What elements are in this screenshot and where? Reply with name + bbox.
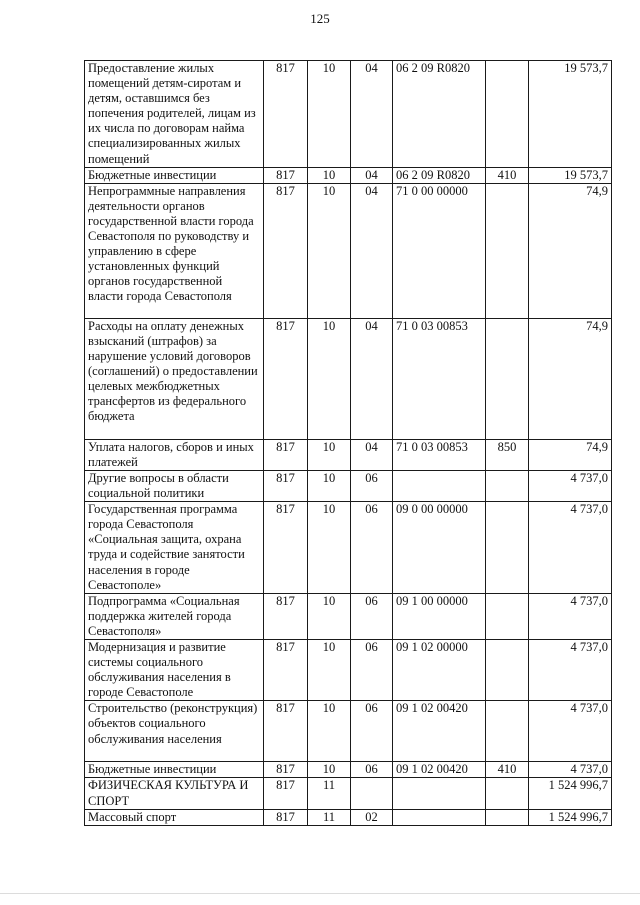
expense-type-cell <box>486 502 529 594</box>
expense-type-cell <box>486 639 529 700</box>
grbs-code-cell: 817 <box>264 701 308 762</box>
expense-type-cell <box>486 183 529 318</box>
table-row <box>85 167 612 183</box>
target-article-cell: 71 0 03 00853 <box>393 318 486 439</box>
expense-name-cell: Уплата налогов, сборов и иных платежей <box>85 439 264 470</box>
subsection-code-cell: 06 <box>351 502 393 594</box>
target-article-cell: 06 2 09 R0820 <box>393 61 486 168</box>
grbs-code-cell: 817 <box>264 183 308 318</box>
target-article-cell: 09 1 00 00000 <box>393 593 486 639</box>
subsection-code-cell <box>351 778 393 809</box>
table-row <box>85 762 612 778</box>
target-article-cell: 09 1 02 00420 <box>393 762 486 778</box>
table-row <box>85 809 612 825</box>
target-article-cell <box>393 809 486 825</box>
section-code-cell: 10 <box>308 701 351 762</box>
expense-name-cell: Расходы на оплату денежных взысканий (штрафов) за нарушение условий договоров (соглашений) о предоставлении целевых межбюджетных трансфертов из федерального бюджета <box>85 318 264 439</box>
section-code-cell: 10 <box>308 61 351 168</box>
expense-name-cell: Строительство (реконструкция) объектов социального обслуживания населения <box>85 701 264 762</box>
table-row <box>85 593 612 639</box>
subsection-code-cell: 06 <box>351 593 393 639</box>
amount-cell: 19 573,7 <box>529 167 612 183</box>
amount-cell: 4 737,0 <box>529 470 612 501</box>
expense-name-cell: Непрограммные направления деятельности органов государственной власти города Севастополя по руководству и управлению в сфере установленных функций органов государственной власти города Севастополя <box>85 183 264 318</box>
grbs-code-cell: 817 <box>264 470 308 501</box>
amount-cell: 4 737,0 <box>529 762 612 778</box>
section-code-cell: 10 <box>308 167 351 183</box>
grbs-code-cell: 817 <box>264 502 308 594</box>
grbs-code-cell: 817 <box>264 167 308 183</box>
subsection-code-cell: 06 <box>351 762 393 778</box>
table-row <box>85 61 612 168</box>
table-row <box>85 701 612 762</box>
target-article-cell: 09 0 00 00000 <box>393 502 486 594</box>
subsection-code-cell: 06 <box>351 701 393 762</box>
expense-type-cell: 410 <box>486 167 529 183</box>
expense-name-cell: ФИЗИЧЕСКАЯ КУЛЬТУРА И СПОРТ <box>85 778 264 809</box>
subsection-code-cell: 04 <box>351 439 393 470</box>
grbs-code-cell: 817 <box>264 439 308 470</box>
expense-type-cell <box>486 318 529 439</box>
expense-name-cell: Государственная программа города Севастополя «Социальная защита, охрана труда и содействие занятости населения в городе Севастополе» <box>85 502 264 594</box>
expense-type-cell <box>486 809 529 825</box>
section-code-cell: 10 <box>308 502 351 594</box>
grbs-code-cell: 817 <box>264 639 308 700</box>
section-code-cell: 10 <box>308 183 351 318</box>
section-code-cell: 11 <box>308 778 351 809</box>
target-article-cell <box>393 470 486 501</box>
expense-type-cell <box>486 470 529 501</box>
section-code-cell: 11 <box>308 809 351 825</box>
amount-cell: 4 737,0 <box>529 701 612 762</box>
target-article-cell: 06 2 09 R0820 <box>393 167 486 183</box>
amount-cell: 1 524 996,7 <box>529 778 612 809</box>
section-code-cell: 10 <box>308 639 351 700</box>
target-article-cell: 09 1 02 00000 <box>393 639 486 700</box>
expense-name-cell: Предоставление жилых помещений детям-сиротам и детям, оставшимся без попечения родителей, лицам из их числа по договорам найма специализированных жилых помещений <box>85 61 264 168</box>
amount-cell: 4 737,0 <box>529 502 612 594</box>
subsection-code-cell: 06 <box>351 470 393 501</box>
amount-cell: 4 737,0 <box>529 593 612 639</box>
subsection-code-cell: 04 <box>351 183 393 318</box>
section-code-cell: 10 <box>308 439 351 470</box>
target-article-cell <box>393 778 486 809</box>
amount-cell: 74,9 <box>529 439 612 470</box>
table-row <box>85 639 612 700</box>
grbs-code-cell: 817 <box>264 318 308 439</box>
grbs-code-cell: 817 <box>264 593 308 639</box>
target-article-cell: 71 0 03 00853 <box>393 439 486 470</box>
amount-cell: 19 573,7 <box>529 61 612 168</box>
table-row <box>85 502 612 594</box>
budget-table <box>84 60 612 826</box>
grbs-code-cell: 817 <box>264 61 308 168</box>
expense-name-cell: Модернизация и развитие системы социального обслуживания населения в городе Севастополе <box>85 639 264 700</box>
expense-type-cell: 850 <box>486 439 529 470</box>
expense-name-cell: Другие вопросы в области социальной политики <box>85 470 264 501</box>
expense-type-cell <box>486 701 529 762</box>
expense-type-cell <box>486 593 529 639</box>
amount-cell: 4 737,0 <box>529 639 612 700</box>
page-number: 125 <box>310 11 330 26</box>
section-code-cell: 10 <box>308 593 351 639</box>
table-row <box>85 470 612 501</box>
grbs-code-cell: 817 <box>264 762 308 778</box>
expense-type-cell <box>486 61 529 168</box>
amount-cell: 1 524 996,7 <box>529 809 612 825</box>
amount-cell: 74,9 <box>529 183 612 318</box>
section-code-cell: 10 <box>308 318 351 439</box>
table-row <box>85 318 612 439</box>
page-edge-rule <box>0 893 640 894</box>
table-row <box>85 778 612 809</box>
table-row <box>85 439 612 470</box>
subsection-code-cell: 04 <box>351 318 393 439</box>
subsection-code-cell: 02 <box>351 809 393 825</box>
expense-type-cell <box>486 778 529 809</box>
expense-name-cell: Бюджетные инвестиции <box>85 167 264 183</box>
grbs-code-cell: 817 <box>264 809 308 825</box>
subsection-code-cell: 04 <box>351 61 393 168</box>
section-code-cell: 10 <box>308 762 351 778</box>
subsection-code-cell: 04 <box>351 167 393 183</box>
subsection-code-cell: 06 <box>351 639 393 700</box>
target-article-cell: 09 1 02 00420 <box>393 701 486 762</box>
expense-type-cell: 410 <box>486 762 529 778</box>
expense-name-cell: Бюджетные инвестиции <box>85 762 264 778</box>
table-row <box>85 183 612 318</box>
expense-name-cell: Массовый спорт <box>85 809 264 825</box>
grbs-code-cell: 817 <box>264 778 308 809</box>
section-code-cell: 10 <box>308 470 351 501</box>
target-article-cell: 71 0 00 00000 <box>393 183 486 318</box>
expense-name-cell: Подпрограмма «Социальная поддержка жителей города Севастополя» <box>85 593 264 639</box>
amount-cell: 74,9 <box>529 318 612 439</box>
